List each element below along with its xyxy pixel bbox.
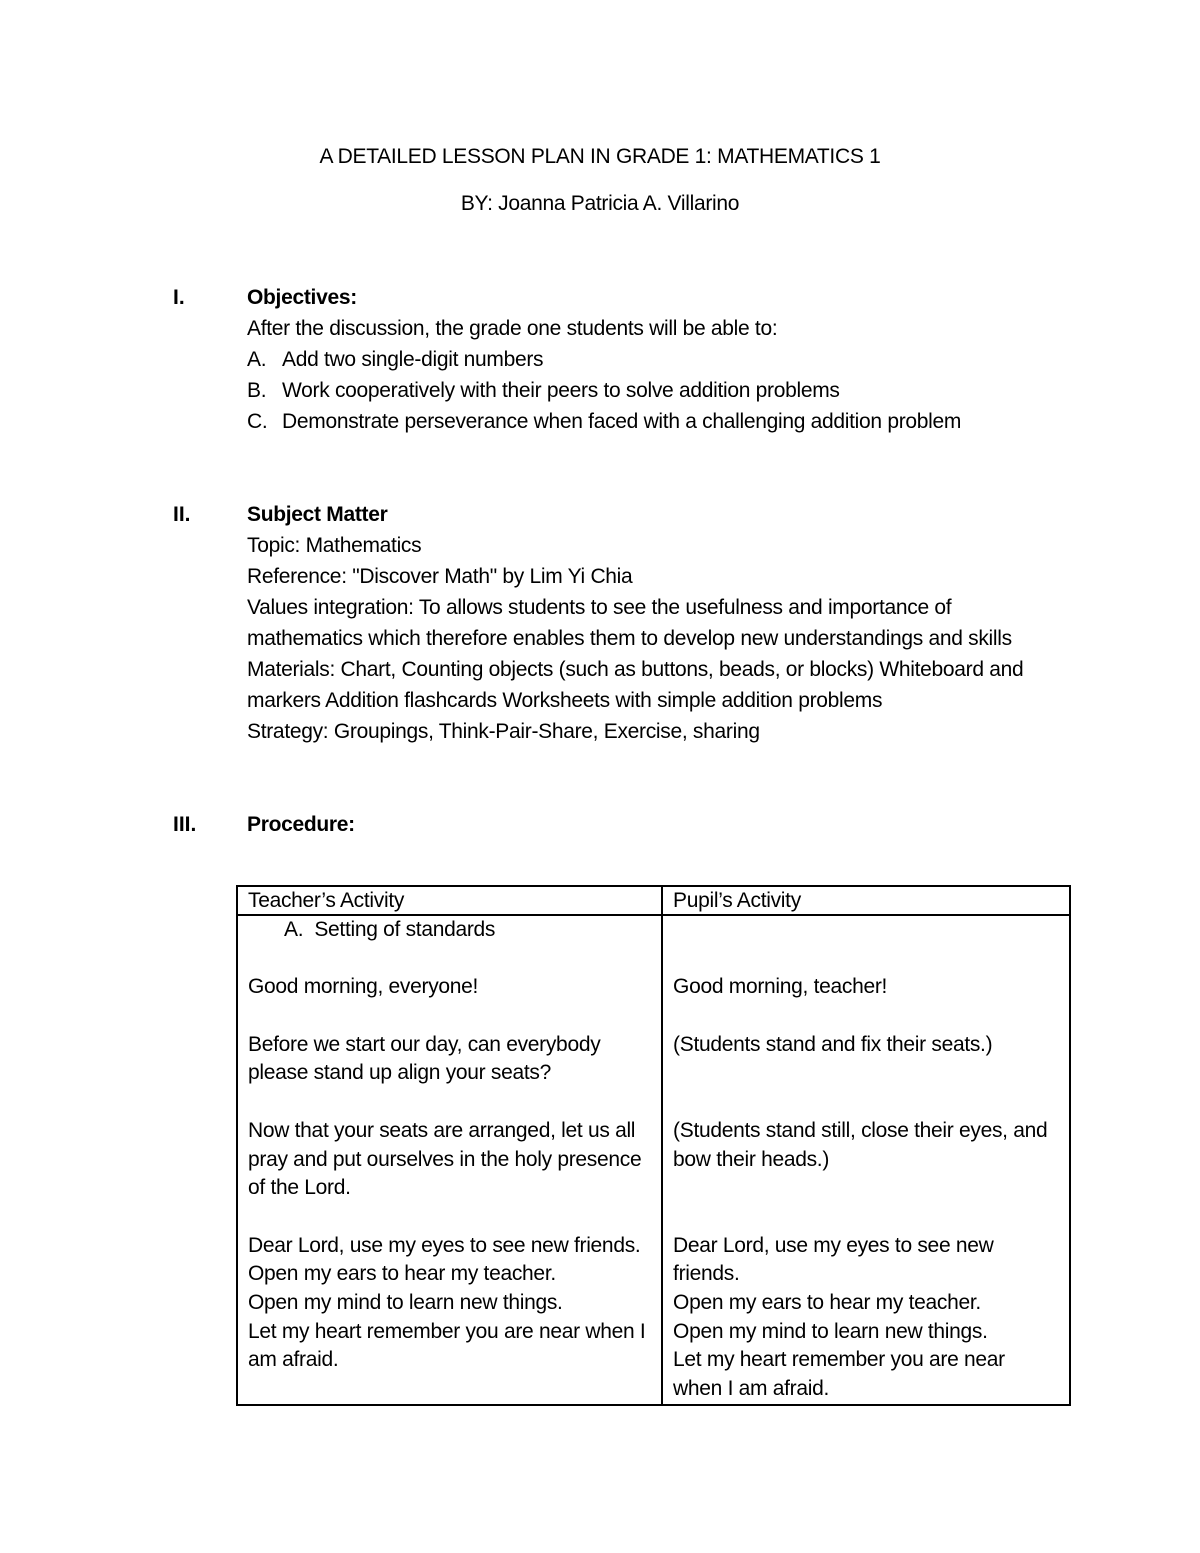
pupil-prayer-line: Dear Lord, use my eyes to see new friends. [673, 1233, 994, 1286]
pupil-prayer-line: Open my ears to hear my teacher. [673, 1291, 981, 1315]
objective-item [247, 406, 1047, 437]
section-heading: Objectives: [247, 286, 357, 309]
objective-text: Add two single-digit numbers [282, 348, 544, 371]
teacher-prayer-line: Let my heart remember you are near when I am afraid. [248, 1319, 646, 1372]
subject-values: Values integration: To allows students to see the usefulness and importance of mathematics which therefore enables them to develop new understandings and skills [247, 596, 1012, 650]
document-byline: BY: Joanna Patricia A. Villarino [460, 192, 740, 215]
teacher-prayer-line: Open my mind to learn new things. [248, 1291, 563, 1315]
section-numeral: I. [173, 286, 185, 309]
section-numeral: III. [173, 813, 197, 836]
section-content [247, 499, 1037, 747]
teacher-prayer-line: Open my ears to hear my teacher. [248, 1262, 556, 1286]
subheading-text: Setting of standards [314, 918, 496, 941]
spacer [248, 1088, 651, 1117]
pupil-prayer-line: Open my mind to learn new things. [673, 1319, 988, 1343]
pupil-greeting: Good morning, teacher! [673, 975, 888, 999]
spacer [673, 916, 1059, 945]
objective-marker: B. [247, 379, 267, 402]
pupil-pray: (Students stand still, close their eyes, and bow their heads.) [673, 1118, 1048, 1171]
subheading-marker: A. [284, 918, 304, 941]
subject-topic: Topic: Mathematics [247, 534, 422, 557]
teacher-seats: Before we start our day, can everybody please stand up align your seats? [248, 1032, 601, 1085]
subject-strategy: Strategy: Groupings, Think-Pair-Share, Exercise, sharing [247, 720, 760, 743]
section-heading: Procedure: [247, 813, 355, 836]
spacer [248, 1002, 651, 1031]
teacher-prayer-line: Dear Lord, use my eyes to see new friends. [248, 1233, 641, 1257]
teacher-greeting: Good morning, everyone! [248, 975, 479, 999]
objective-text: Demonstrate perseverance when faced with a challenging addition problem [282, 410, 962, 433]
pupil-activity-cell [662, 915, 1070, 1405]
spacer [248, 945, 651, 974]
objective-marker: C. [247, 410, 268, 433]
teacher-pray: Now that your seats are arranged, let us all pray and put ourselves in the holy presence of the Lord. [248, 1118, 642, 1200]
spacer [673, 945, 1059, 974]
document-title: A DETAILED LESSON PLAN IN GRADE 1: MATHEMATICS 1 [319, 145, 881, 168]
pupil-seats: (Students stand and fix their seats.) [673, 1032, 993, 1056]
spacer [248, 1203, 651, 1232]
subject-reference: Reference: "Discover Math" by Lim Yi Chia [247, 565, 633, 588]
section-content [247, 809, 1047, 840]
table-header-row [237, 886, 1070, 915]
objectives-intro: After the discussion, the grade one students will be able to: [247, 317, 778, 340]
teacher-activity-cell [237, 915, 662, 1405]
table-row [237, 915, 1070, 1405]
column-header-teacher: Teacher’s Activity [237, 886, 662, 915]
objective-marker: A. [247, 348, 267, 371]
pupil-prayer-line: Let my heart remember you are near when I am afraid. [673, 1348, 1005, 1401]
spacer [673, 1002, 1059, 1031]
procedure-table [236, 885, 1071, 1406]
spacer [673, 1203, 1059, 1232]
objective-text: Work cooperatively with their peers to solve addition problems [282, 379, 840, 402]
column-header-pupil: Pupil’s Activity [662, 886, 1070, 915]
section-heading: Subject Matter [247, 503, 388, 526]
subject-materials: Materials: Chart, Counting objects (such as buttons, beads, or blocks) Whiteboard and markers Addition flashcards Worksheets with simple addition problems [247, 658, 1024, 712]
section-content [247, 282, 1047, 437]
spacer [673, 1088, 1059, 1117]
section-numeral: II. [173, 503, 191, 526]
procedure-subheading [248, 916, 651, 945]
objective-item [247, 344, 1047, 375]
objective-item [247, 375, 1047, 406]
